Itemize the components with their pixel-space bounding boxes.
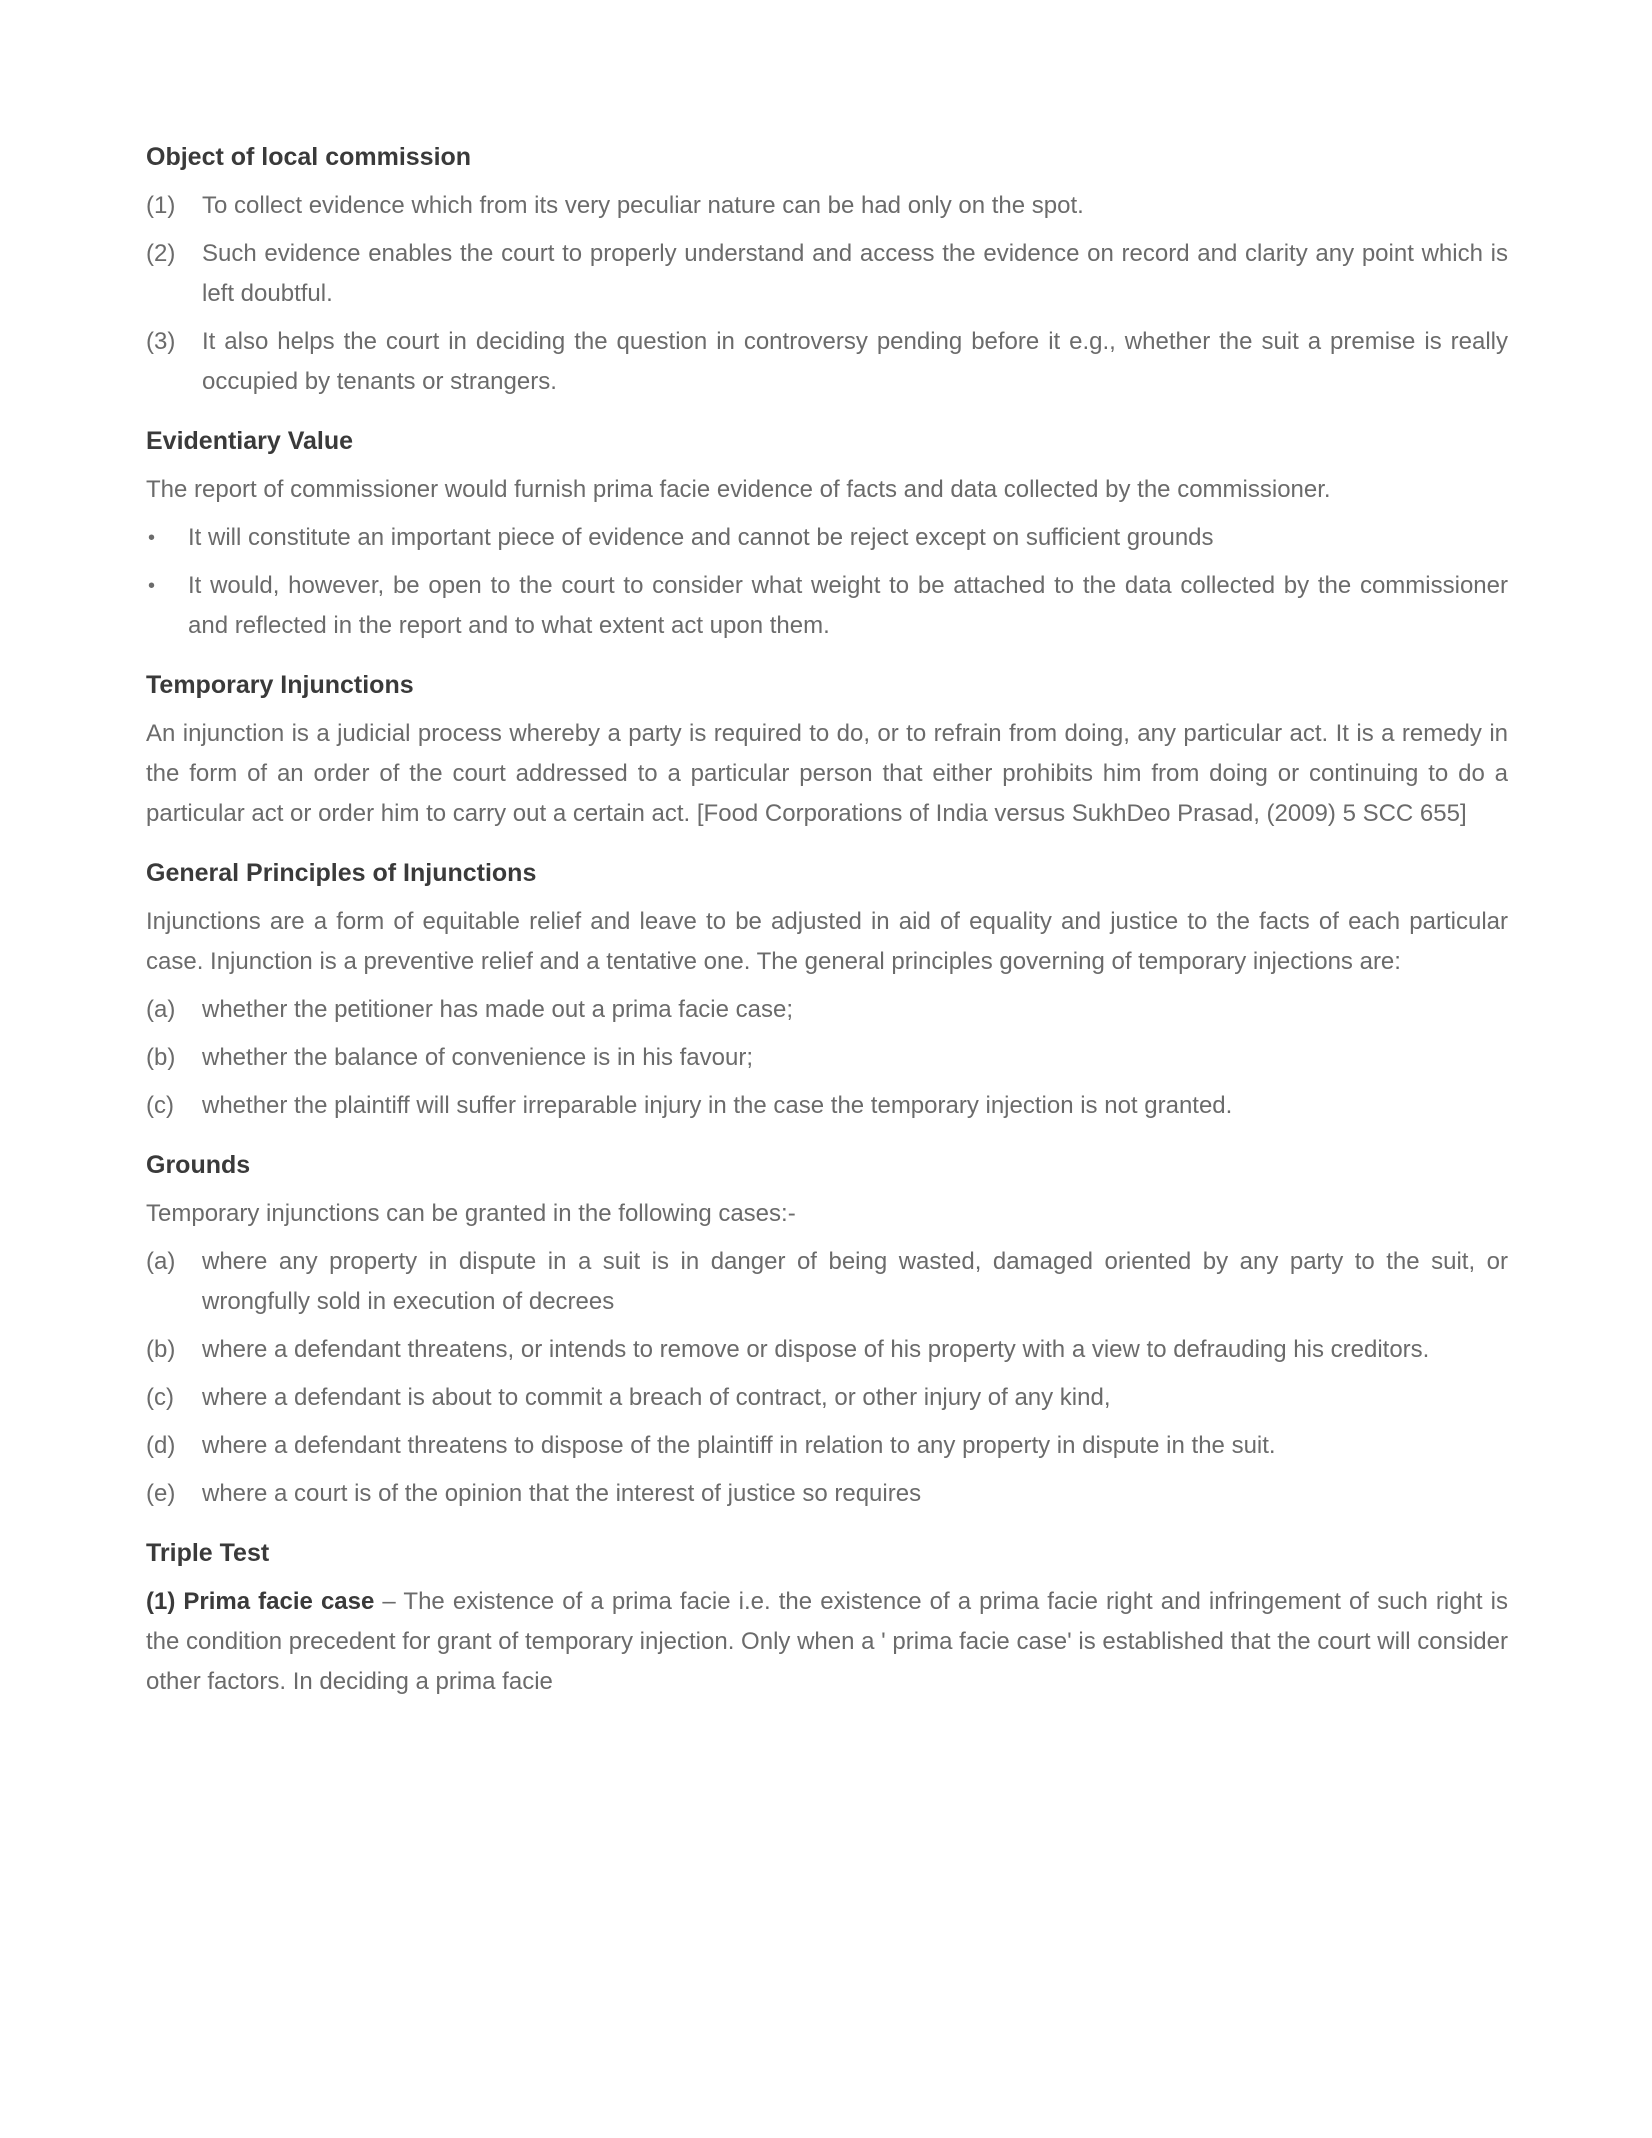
list-item-text: whether the balance of convenience is in his favour; (202, 1044, 754, 1071)
list-marker: (1) (146, 192, 176, 219)
lettered-list (146, 1242, 1508, 1514)
list-item-text: where a defendant threatens to dispose of the plaintiff in relation to any property in dispute in the suit. (202, 1432, 1276, 1459)
section-triple-test (146, 1536, 1508, 1702)
list-marker: (2) (146, 240, 176, 267)
paragraph-body: – The existence of a prima facie i.e. the existence of a prima facie right and infringement of such right is the condition precedent for grant of temporary injection. Only when a ' prima facie case' is established that the court will consider other factors. In deciding a prima facie (146, 1588, 1508, 1695)
section-heading: Temporary Injunctions (146, 671, 414, 699)
section-evidentiary-value (146, 424, 1508, 646)
list-item (146, 1426, 1508, 1466)
section-heading: Object of local commission (146, 143, 472, 171)
list-item (146, 1242, 1508, 1322)
section-general-principles (146, 856, 1508, 1126)
list-item (146, 518, 1508, 558)
list-item (146, 1330, 1508, 1370)
list-item-text: It would, however, be open to the court to consider what weight to be attached to the data collected by the commissioner and reflected in the report and to what extent act upon them. (188, 572, 1508, 639)
bullet-list (146, 518, 1508, 646)
list-item-text: Such evidence enables the court to properly understand and access the evidence on record and clarity any point which is left doubtful. (202, 240, 1508, 307)
bullet-icon: • (148, 527, 156, 549)
list-item (146, 1474, 1508, 1514)
section-grounds (146, 1148, 1508, 1514)
list-marker: (a) (146, 996, 176, 1023)
list-item-text: To collect evidence which from its very peculiar nature can be had only on the spot. (202, 192, 1084, 219)
list-marker: (d) (146, 1432, 176, 1459)
list-item (146, 186, 1508, 226)
list-item (146, 234, 1508, 314)
list-item-text: whether the plaintiff will suffer irreparable injury in the case the temporary injection is not granted. (202, 1092, 1233, 1119)
section-heading: Evidentiary Value (146, 427, 354, 455)
list-item (146, 566, 1508, 646)
paragraph: The report of commissioner would furnish prima facie evidence of facts and data collected by the commissioner. (146, 476, 1331, 503)
list-item-text: whether the petitioner has made out a prima facie case; (202, 996, 793, 1023)
list-marker: (c) (146, 1384, 174, 1411)
paragraph: An injunction is a judicial process whereby a party is required to do, or to refrain from doing, any particular act. It is a remedy in the form of an order of the court addressed to a particular person that either prohibits him from doing or continuing to do a particular act or order him to carry out a certain act. [Food Corporations of India versus SukhDeo Prasad, (2009) 5 SCC 655] (146, 720, 1508, 827)
list-item-text: It also helps the court in deciding the question in controversy pending before it e.g., whether the suit a premise is really occupied by tenants or strangers. (202, 328, 1508, 395)
lettered-list (146, 990, 1508, 1126)
paragraph (146, 1582, 1508, 1702)
list-item (146, 990, 1508, 1030)
list-item-text: where any property in dispute in a suit is in danger of being wasted, damaged oriented by any party to the suit, or wrongfully sold in execution of decrees (202, 1248, 1508, 1315)
section-heading: General Principles of Injunctions (146, 859, 537, 887)
document-page (146, 140, 1508, 1724)
paragraph-lead: (1) Prima facie case (146, 1588, 375, 1615)
section-heading: Grounds (146, 1151, 251, 1179)
list-item (146, 1086, 1508, 1126)
numbered-list (146, 186, 1508, 402)
list-item (146, 322, 1508, 402)
list-item-text: where a defendant is about to commit a breach of contract, or other injury of any kind, (202, 1384, 1111, 1411)
list-marker: (c) (146, 1092, 174, 1119)
list-item (146, 1038, 1508, 1078)
list-marker: (b) (146, 1044, 176, 1071)
bullet-icon: • (148, 575, 156, 597)
section-temporary-injunctions (146, 668, 1508, 834)
paragraph: Injunctions are a form of equitable relief and leave to be adjusted in aid of equality and justice to the facts of each particular case. Injunction is a preventive relief and a tentative one. The general principles governing of temporary injections are: (146, 908, 1508, 975)
list-marker: (b) (146, 1336, 176, 1363)
section-object-of-local-commission (146, 140, 1508, 402)
list-marker: (e) (146, 1480, 176, 1507)
list-marker: (3) (146, 328, 176, 355)
list-marker: (a) (146, 1248, 176, 1275)
list-item (146, 1378, 1508, 1418)
list-item-text: where a court is of the opinion that the interest of justice so requires (202, 1480, 922, 1507)
paragraph: Temporary injunctions can be granted in the following cases:- (146, 1200, 796, 1227)
list-item-text: where a defendant threatens, or intends to remove or dispose of his property with a view to defrauding his creditors. (202, 1336, 1430, 1363)
section-heading: Triple Test (146, 1539, 270, 1567)
list-item-text: It will constitute an important piece of evidence and cannot be reject except on sufficient grounds (188, 524, 1214, 551)
